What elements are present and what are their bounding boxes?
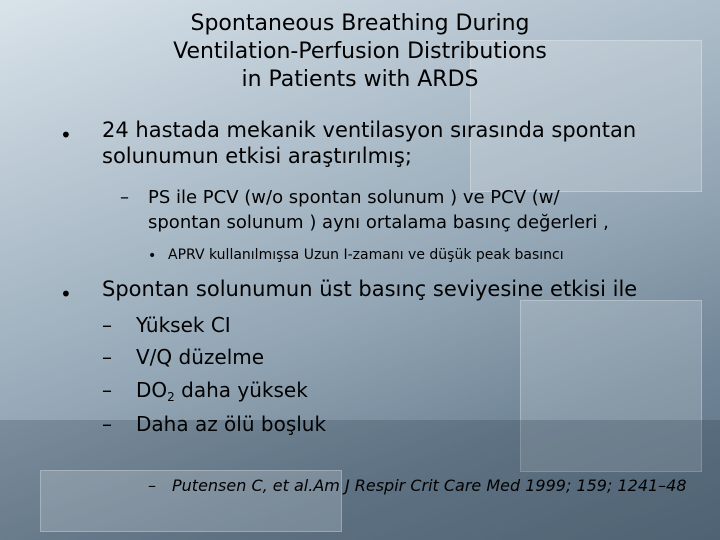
item-dash: – (102, 412, 112, 436)
detail-bullet: • (148, 248, 157, 264)
point-1-line-2: solunumun etkisi araştırılmış; (102, 144, 412, 168)
sub-point-line-1: PS ile PCV (w/o spontan solunum ) ve PCV (w/ (148, 187, 560, 208)
item-text: Daha az ölü boşluk (136, 412, 327, 436)
item-vq-duzelme (102, 345, 264, 369)
title-line-1: Spontaneous Breathing During (190, 11, 530, 36)
do2-prefix: DO (136, 378, 168, 402)
item-yuksek-ci (102, 313, 231, 337)
item-text: V/Q düzelme (136, 345, 265, 369)
title-line-3: in Patients with ARDS (241, 67, 479, 92)
item-do2-daha-yuksek (102, 378, 308, 402)
bullet-point-1: • (60, 123, 72, 147)
do2-suffix: daha yüksek (174, 378, 308, 402)
point-1-line-1: 24 hastada mekanik ventilasyon sırasında spontan (102, 118, 637, 142)
reference-dash: – (148, 476, 156, 495)
detail-line: APRV kullanılmışsa Uzun I-zamanı ve düşük peak basıncı (168, 247, 564, 263)
item-daha-az-olu-bosluk (102, 412, 326, 436)
sub-dash-1: – (120, 187, 129, 208)
slide-title (60, 10, 660, 94)
item-dash: – (102, 378, 112, 402)
item-dash: – (102, 345, 112, 369)
reference-citation: Putensen C, et al.Am J Respir Crit Care Med 1999; 159; 1241–48 (172, 476, 687, 495)
item-dash: – (102, 313, 112, 337)
item-text: Yüksek CI (136, 313, 231, 337)
sub-point-line-2: spontan solunum ) aynı ortalama basınç değerleri , (148, 212, 609, 233)
title-line-2: Ventilation-Perfusion Distributions (173, 39, 547, 64)
bullet-point-2: • (60, 282, 72, 306)
point-2-text: Spontan solunumun üst basınç seviyesine etkisi ile (102, 277, 638, 301)
do2-subscript: 2 (167, 390, 175, 404)
